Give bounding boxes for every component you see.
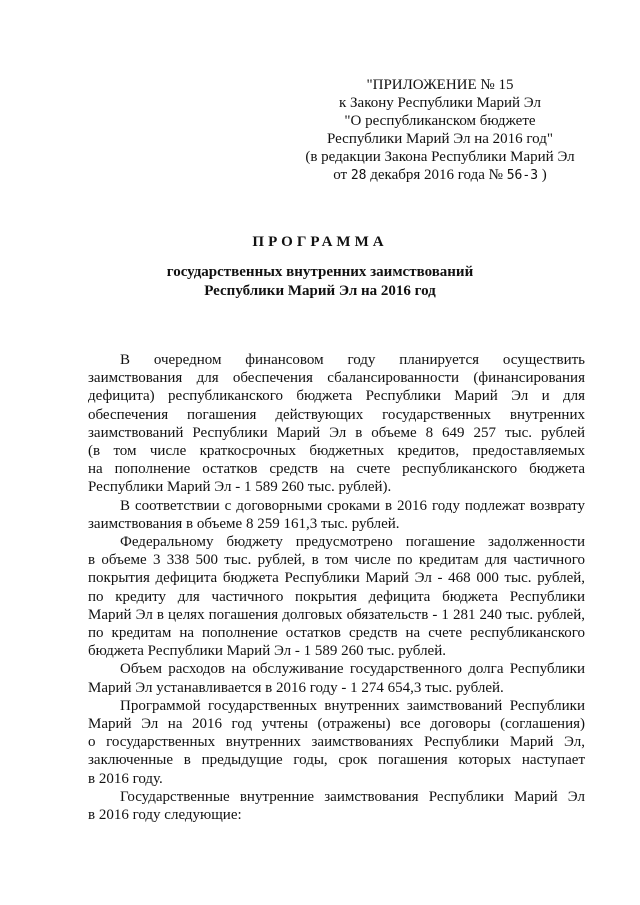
annex-line: "О республиканском бюджете (344, 113, 536, 129)
body-line: Марий Эл устанавливается в 2016 году - 1 274 654,3 тыс. рублей. (88, 679, 504, 696)
body-line: Программой государственных внутренних заимствований Республики (120, 697, 585, 714)
body-line: Государственные внутренние заимствования Республики Марий Эл (120, 788, 585, 805)
body-line: Объем расходов на обслуживание государственного долга Республики (120, 661, 585, 678)
annex-header (290, 76, 590, 185)
annex-date-suffix: ) (541, 167, 547, 183)
annex-law-number: 56-З (506, 168, 539, 183)
subtitle-line: Республики Марий Эл на 2016 год (204, 283, 436, 299)
body-line: о государственных внутренних заимствованиях Республики Марий Эл, (88, 734, 585, 751)
body-line: Федеральному бюджету предусмотрено погашение задолженности (120, 534, 585, 551)
body-line: (в том числе краткосрочных бюджетных кредитов, предоставляемых (88, 443, 585, 460)
subtitle-line: государственных внутренних заимствований (166, 264, 474, 280)
annex-line: (в редакции Закона Республики Марий Эл (305, 149, 575, 165)
annex-date-day: 28 (350, 168, 367, 183)
body-line: обеспечения погашения действующих государственных внутренних (88, 406, 585, 423)
annex-line: к Закону Республики Марий Эл (338, 95, 541, 111)
body-line: дефицита) республиканского бюджета Республики Марий Эл и для (88, 388, 585, 405)
body-line: заключенные в предыдущие годы, срок погашения которых наступает (88, 752, 585, 769)
body-line: бюджета Республики Марий Эл - 1 589 260 тыс. рублей. (88, 643, 446, 660)
annex-date-middle: декабря 2016 года № (370, 167, 503, 183)
body-line: В соответствии с договорными сроками в 2016 году подлежат возврату (120, 497, 585, 514)
body-line: заимствования для обеспечения сбалансированности (финансирования (88, 370, 585, 387)
annex-date-prefix: от (333, 167, 348, 183)
body-line: на пополнение остатков средств на счете республиканского бюджета (88, 461, 585, 478)
annex-date-line (290, 166, 590, 185)
body-line: по кредитам на пополнение остатков средств на счете республиканского (88, 625, 585, 642)
body-line: Марий Эл в целях погашения долговых обязательств - 1 281 240 тыс. рублей, (88, 606, 585, 623)
body-line: в 2016 году следующие: (88, 807, 242, 824)
body-line: заимствования в объеме 8 259 161,3 тыс. рублей. (88, 515, 400, 532)
body-line: в объеме 3 338 500 тыс. рублей, в том числе по кредитам для частичного (88, 552, 585, 569)
body-line: заимствований Республики Марий Эл в объеме 8 649 257 тыс. рублей (88, 424, 585, 441)
document-subtitle (0, 263, 640, 301)
body-line: покрытия дефицита бюджета Республики Марий Эл - 468 000 тыс. рублей, (88, 570, 585, 587)
body-line: по кредиту для частичного покрытия дефицита бюджета Республики (88, 588, 585, 605)
document-body (88, 351, 585, 824)
body-line: в 2016 году. (88, 770, 163, 787)
body-line: Марий Эл на 2016 год учтены (отражены) все договоры (соглашения) (88, 716, 585, 733)
document-title: ПРОГРАММА (252, 234, 388, 250)
body-line: В очередном финансовом году планируется осуществить (120, 352, 585, 368)
annex-line: "ПРИЛОЖЕНИЕ № 15 (366, 77, 514, 93)
body-line: Республики Марий Эл - 1 589 260 тыс. рублей). (88, 479, 392, 496)
annex-line: Республики Марий Эл на 2016 год" (326, 131, 554, 147)
